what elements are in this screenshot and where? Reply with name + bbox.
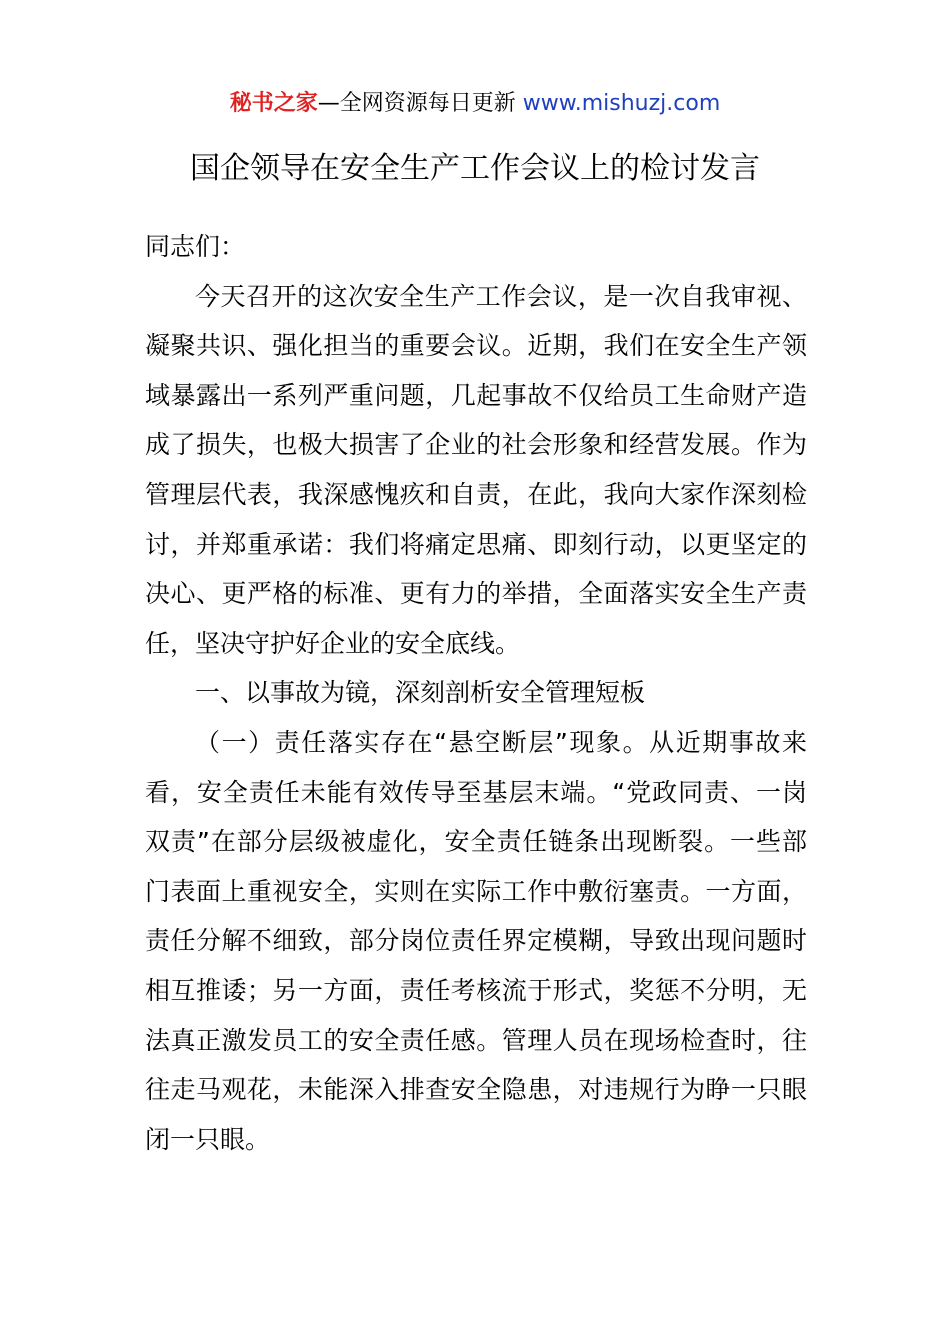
intro-paragraph: 今天召开的这次安全生产工作会议，是一次自我审视、凝聚共识、强化担当的重要会议。近期，我们在安全生产领域暴露出一系列严重问题，几起事故不仅给员工生命财产造成了损失，也极大损害了企业的社会形象和经营发展。作为管理层代表，我深感愧疚和自责，在此，我向大家作深刻检讨，并郑重承诺：我们将痛定思痛、即刻行动，以更坚定的决心、更严格的标准、更有力的举措，全面落实安全生产责任，坚决守护好企业的安全底线。 xyxy=(145,281,807,658)
header-tagline: —全网资源每日更新 xyxy=(317,91,516,116)
salutation: 同志们： xyxy=(145,232,246,261)
document-title: 国企领导在安全生产工作会议上的检讨发言 xyxy=(190,151,760,186)
section-heading: 一、以事故为镜，深刻剖析安全管理短板 xyxy=(195,678,646,708)
site-header xyxy=(0,88,950,120)
document-body xyxy=(145,222,807,1164)
website-link[interactable]: www.mishuzj.com xyxy=(522,91,721,116)
brand-name: 秘书之家 xyxy=(229,91,318,116)
body-paragraph: （一）责任落实存在“悬空断层”现象。从近期事故来看，安全责任未能有效传导至基层末端。“党政同责、一岗双责”在部分层级被虚化，安全责任链条出现断裂。一些部门表面上重视安全，实则在实际工作中敷衍塞责。一方面，责任分解不细致，部分岗位责任界定模糊，导致出现问题时相互推诿；另一方面，责任考核流于形式，奖惩不分明，无法真正激发员工的安全责任感。管理人员在现场检查时，往往走马观花，未能深入排查安全隐患，对违规行为睁一只眼闭一只眼。 xyxy=(145,727,807,1154)
